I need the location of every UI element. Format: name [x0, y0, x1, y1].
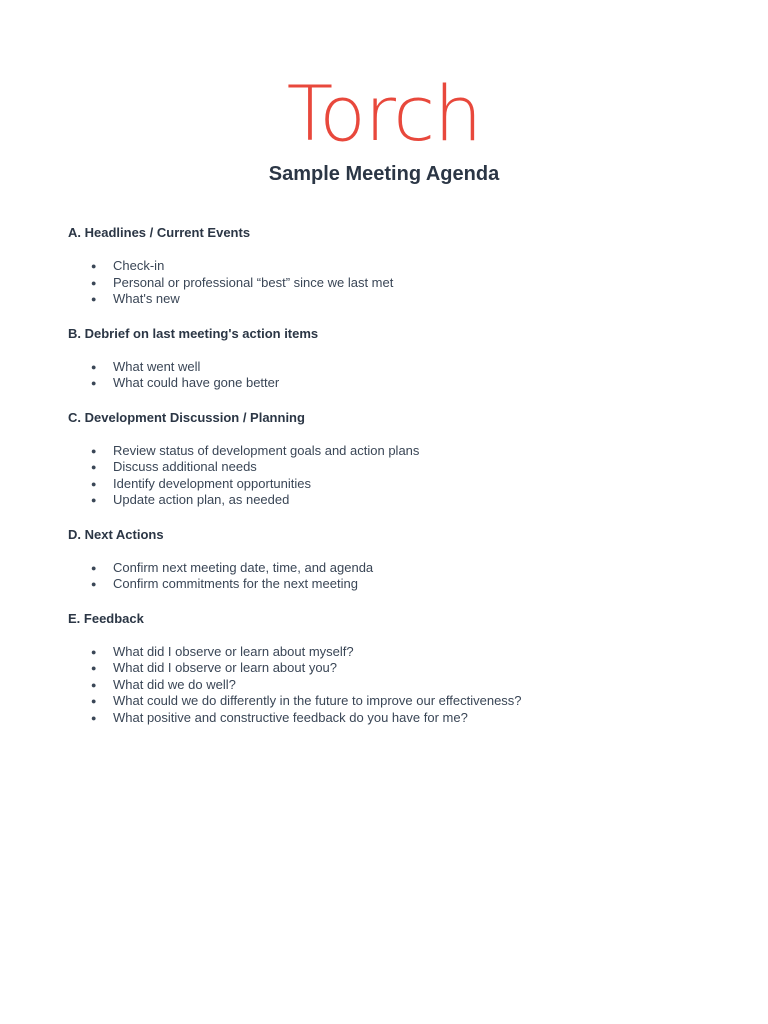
bullet-icon: ● — [91, 478, 97, 489]
section-heading: D. Next Actions — [68, 526, 164, 542]
list-item: ● Confirm commitments for the next meeting — [91, 576, 358, 591]
page-title: Sample Meeting Agenda — [268, 163, 500, 185]
agenda-section — [68, 225, 728, 308]
bullet-icon: ● — [91, 277, 97, 288]
bullet-icon: ● — [91, 445, 97, 456]
list-item: ● Check-in — [91, 258, 165, 273]
agenda-section — [68, 326, 728, 392]
agenda-section — [68, 611, 728, 727]
bullet-icon: ● — [91, 462, 97, 472]
section-heading: E. Feedback — [68, 610, 144, 626]
list-item: ● Discuss additional needs — [91, 459, 257, 474]
list-item: ● What's new — [91, 291, 180, 306]
bullet-icon: ● — [91, 261, 97, 271]
section-list — [68, 359, 728, 392]
list-item: ● What did I observe or learn about you? — [91, 660, 338, 675]
section-list — [68, 560, 728, 593]
list-item: ● Identify development opportunities — [91, 475, 312, 491]
list-item: ● Personal or professional “best” since we last met — [91, 274, 394, 290]
section-list — [68, 258, 728, 308]
list-item: ● What could we do differently in the future to improve our effectiveness? — [91, 693, 522, 708]
list-item: ● What positive and constructive feedback do you have for me? — [91, 709, 468, 725]
section-list — [68, 443, 728, 509]
list-item: ● What went well — [91, 358, 201, 374]
bullet-icon: ● — [91, 696, 97, 706]
agenda-content — [68, 225, 728, 744]
list-item: ● Confirm next meeting date, time, and agenda — [91, 559, 374, 575]
bullet-icon: ● — [91, 646, 97, 657]
bullet-icon: ● — [91, 679, 97, 690]
list-item: ● Update action plan, as needed — [91, 492, 290, 507]
agenda-section — [68, 410, 728, 509]
torch-logo: Torch — [286, 69, 482, 158]
agenda-section — [68, 527, 728, 593]
bullet-icon: ● — [91, 663, 97, 673]
list-item: ● What did we do well? — [91, 676, 236, 692]
bullet-icon: ● — [91, 378, 97, 388]
list-item: ● What could have gone better — [91, 375, 280, 390]
bullet-icon: ● — [91, 579, 97, 589]
section-heading: C. Development Discussion / Planning — [68, 409, 305, 425]
list-item: ● What did I observe or learn about myself? — [91, 643, 354, 659]
section-heading: B. Debrief on last meeting's action items — [68, 325, 319, 341]
section-list — [68, 644, 728, 727]
bullet-icon: ● — [91, 294, 97, 304]
bullet-icon: ● — [91, 562, 97, 573]
section-heading: A. Headlines / Current Events — [68, 225, 251, 240]
bullet-icon: ● — [91, 712, 97, 723]
bullet-icon: ● — [91, 361, 97, 372]
bullet-icon: ● — [91, 495, 97, 505]
list-item: ● Review status of development goals and action plans — [91, 442, 420, 458]
